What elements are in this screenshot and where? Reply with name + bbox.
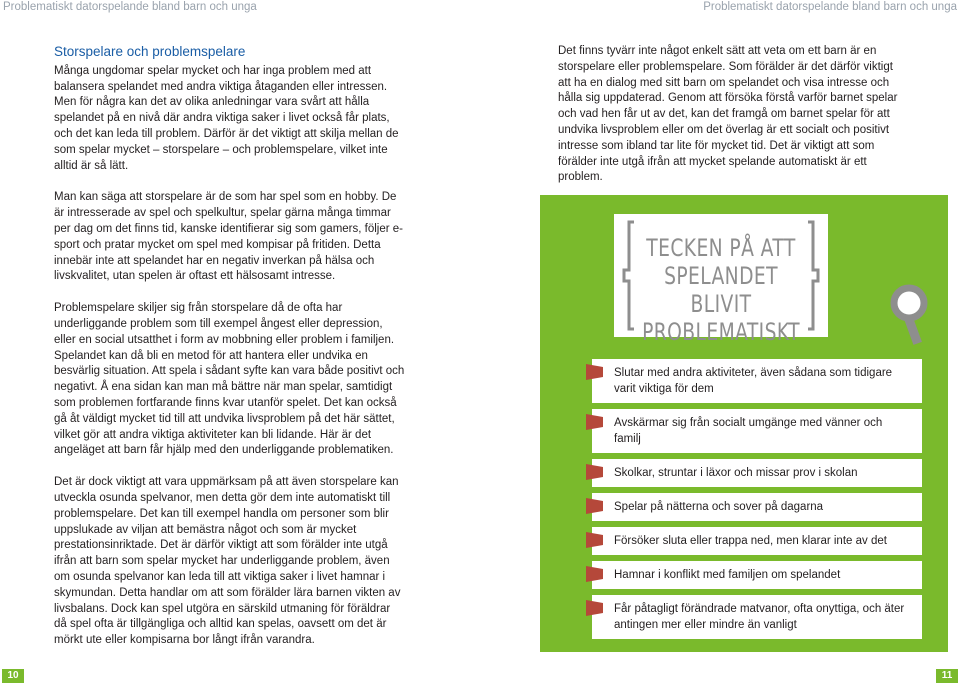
right-page <box>558 44 902 186</box>
left-page <box>54 44 406 665</box>
arrow-pointer-icon <box>586 532 603 548</box>
signs-title-card <box>614 214 828 346</box>
signs-title-line: PROBLEMATISKT <box>642 318 800 346</box>
paragraph: Problemspelare skiljer sig från storspelare då de ofta har underliggande problem som till exempel ångest eller depression, eller en social utsatthet i form av mobbning eller problem i familjen. Spelandet kan då bli en metod för att hantera eller undvika en besvärlig situation. Att spela i sådant syfte kan vara både positivt och negativt. Å ena sidan kan man må bättre när man spelar, samtidigt som problemen fortfarande finns kvar utanför spelet. Det kan också gå åt väldigt mycket tid till att undvika livsproblem på det här sättet, vilket gör att andra viktiga aktiviteter kan bli lidande. Här är det angeläget att barn får hjälp med den underliggande problematiken. <box>54 302 405 457</box>
page-number-left: 10 <box>2 669 24 683</box>
section-title: Storspelare och problemspelare <box>54 44 246 59</box>
paragraph: Många ungdomar spelar mycket och har inga problem med att balansera spelandet med andra viktiga åtaganden eller intressen. Men för några kan det av olika anledningar vara svårt att hålla spelandet på en nivå där andra viktiga saker i livet också får plats, och det kan leda till problem. Därför är det viktigt att skilja mellan de som spelar mycket – storspelare – och problemspelare, vilket inte alltid är så lätt. <box>54 64 399 172</box>
running-header-left: Problematiskt datorspelande bland barn och unga <box>3 1 257 13</box>
signs-list <box>592 359 922 645</box>
bracket-left-icon <box>622 220 636 331</box>
running-header-right: Problematiskt datorspelande bland barn och unga <box>703 1 957 13</box>
paragraph: Man kan säga att storspelare är de som har spel som en hobby. De är intresserade av spel och spelkultur, spelar gärna många timmar per dag om det finns tid, kanske identifierar sig som gamers, följer e-sport och pratar mycket om spel med kompisar på fritiden. Detta innebär inte att spelandet har en negativ inverkan på hälsa och livskvalitet, utan spelen är oftast ett hälsosamt intresse. <box>54 191 403 283</box>
magnifier-icon <box>887 281 939 349</box>
list-item-text: Skolkar, struntar i läxor och missar prov i skolan <box>614 467 858 479</box>
arrow-pointer-icon <box>586 566 603 582</box>
list-item-text: Slutar med andra aktiviteter, även sådana som tidigare varit viktiga för dem <box>614 367 893 395</box>
arrow-pointer-icon <box>586 464 603 480</box>
list-item <box>592 459 922 487</box>
list-item <box>592 561 922 589</box>
list-item-text: Hamnar i konflikt med familjen om spelandet <box>614 569 841 581</box>
intro-paragraph: Det finns tyvärr inte något enkelt sätt att veta om ett barn är en storspelare eller problemspelare. Som förälder är det därför viktigt att ha en dialog med sitt barn om spelandet och visa intresse och hålla sig uppdaterad. Genom att försöka förstå varför barnet spelar och vad hen får ut av det, kan det framgå om barnet spelar för att undvika livsproblem eller om det överlag är ett socialt och positivt intresse som ibland tar lite för mycket tid. Det är viktigt att som förälder inte utgå ifrån att mycket spelande automatiskt är ett problem. <box>558 45 898 184</box>
list-item-text: Får påtagligt förändrade matvanor, ofta onyttiga, och äter antingen mer eller mindre än vanligt <box>614 603 905 631</box>
list-item-text: Spelar på nätterna och sover på dagarna <box>614 501 824 513</box>
list-item <box>592 493 922 521</box>
signs-title-line: SPELANDET BLIVIT <box>664 262 778 318</box>
list-item-text: Avskärmar sig från socialt umgänge med vänner och familj <box>614 417 883 445</box>
page-number-right: 11 <box>936 669 958 683</box>
paragraph: Det är dock viktigt att vara uppmärksam på att även storspelare kan utveckla osunda spelvanor, men detta gör dem inte automatiskt till problemspelare. Det kan till exempel handla om personer som blir uppslukade av viljan att bemästra något och som är mycket prestationsinriktade. Det är därför viktigt att som förälder inte utgå ifrån att barn som spelar mycket har underliggande problem, även om osunda spelvanor kan leda till att viktiga saker i livet hamnar i skymundan. Detta handlar om att som förälder lära barnen vikten av livsbalans. Dock kan spel utgöra en särskild utmaning för föräldrar då spel ofta är tillgängliga och alltid kan spelas, oavsett om det är mörkt ute eller kompisarna bor långt ifrån varandra. <box>54 476 401 647</box>
list-item <box>592 595 922 639</box>
list-item-text: Försöker sluta eller trappa ned, men klarar inte av det <box>614 535 887 547</box>
arrow-pointer-icon <box>586 600 603 616</box>
signs-title <box>635 234 807 346</box>
signs-title-line: TECKEN PÅ ATT <box>646 234 796 262</box>
arrow-pointer-icon <box>586 414 603 430</box>
signs-panel <box>540 195 948 652</box>
bracket-right-icon <box>806 220 820 331</box>
list-item <box>592 409 922 453</box>
list-item <box>592 527 922 555</box>
list-item <box>592 359 922 403</box>
arrow-pointer-icon <box>586 364 603 380</box>
arrow-pointer-icon <box>586 498 603 514</box>
